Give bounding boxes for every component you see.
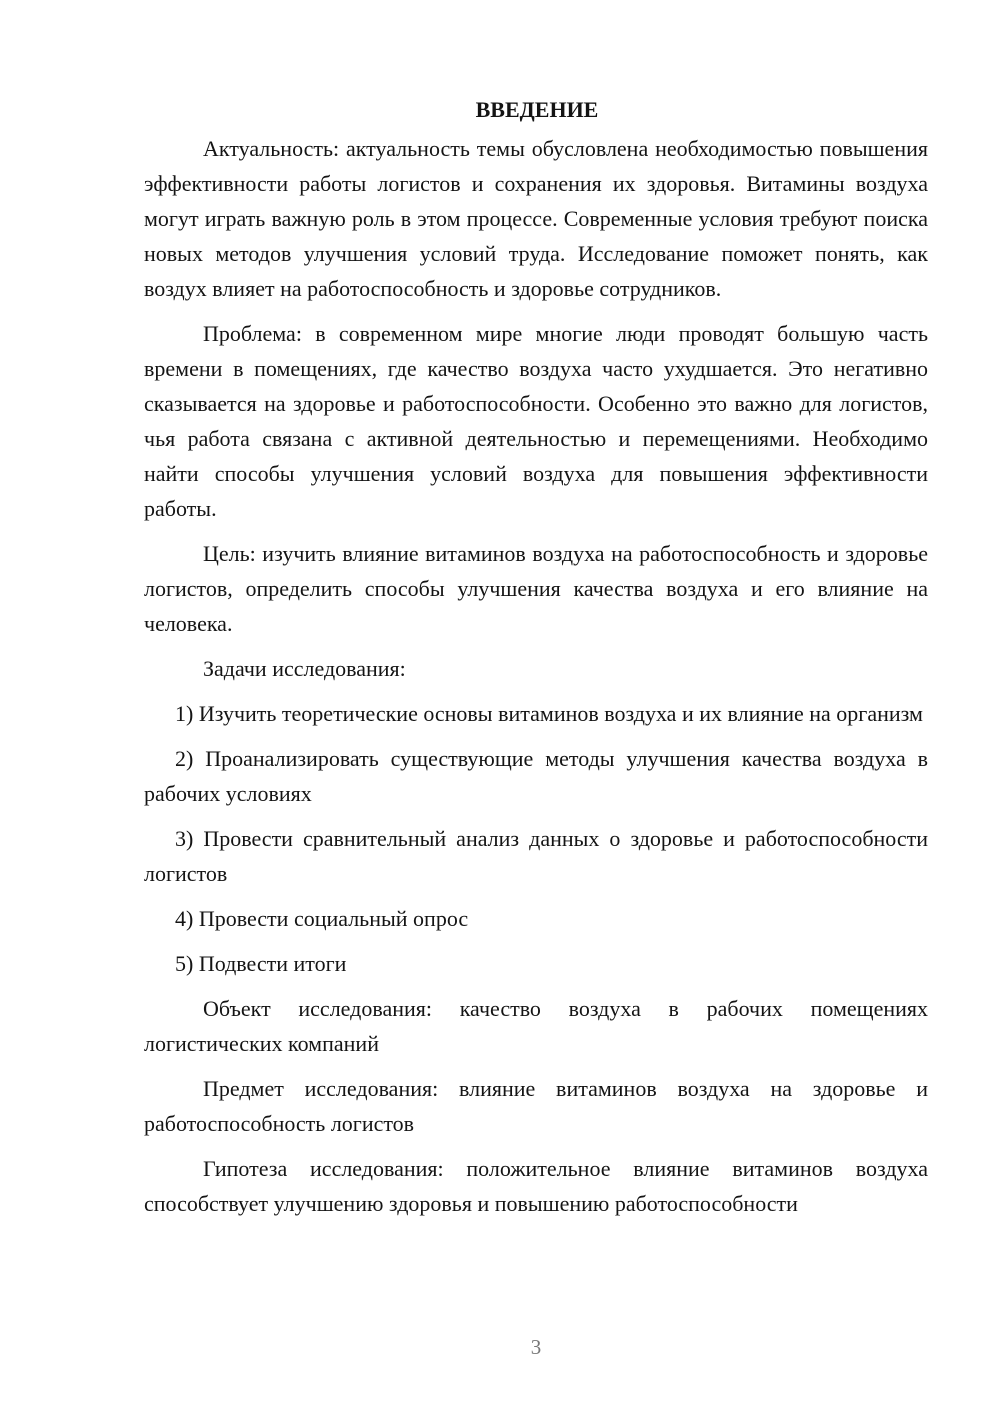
task-item-1: 1) Изучить теоретические основы витаминов воздуха и их влияние на организм	[175, 701, 923, 726]
page-body	[144, 92, 928, 1231]
task-item-3: 3) Провести сравнительный анализ данных о здоровье и работоспособности логистов	[144, 826, 928, 886]
relevance-paragraph: Актуальность: актуальность темы обусловлена необходимостью повышения эффективности работы логистов и сохранения их здоровья. Витамины воздуха могут играть важную роль в этом процессе. Современные условия требуют поиска новых методов улучшения условий труда. Исследование поможет понять, как воздух влияет на работоспособность и здоровье сотрудников.	[144, 136, 928, 301]
task-item-5: 5) Подвести итоги	[175, 951, 347, 976]
tasks-heading: Задачи исследования:	[203, 656, 406, 681]
goal-paragraph: Цель: изучить влияние витаминов воздуха на работоспособность и здоровье логистов, определить способы улучшения качества воздуха и его влияние на человека.	[144, 541, 928, 636]
object-paragraph: Объект исследования: качество воздуха в рабочих помещениях логистических компаний	[144, 996, 928, 1056]
section-title: ВВЕДЕНИЕ	[475, 97, 599, 122]
subject-paragraph: Предмет исследования: влияние витаминов воздуха на здоровье и работоспособность логистов	[144, 1076, 928, 1136]
task-item-2: 2) Проанализировать существующие методы улучшения качества воздуха в рабочих условиях	[144, 746, 928, 806]
problem-paragraph: Проблема: в современном мире многие люди проводят большую часть времени в помещениях, где качество воздуха часто ухудшается. Это негативно сказывается на здоровье и работоспособности. Особенно это важно для логистов, чья работа связана с активной деятельностью и перемещениями. Необходимо найти способы улучшения условий воздуха для повышения эффективности работы.	[144, 321, 928, 521]
page-number: 3	[530, 1335, 542, 1359]
tasks-list	[144, 696, 928, 981]
hypothesis-paragraph: Гипотеза исследования: положительное влияние витаминов воздуха способствует улучшению здоровья и повышению работоспособности	[144, 1156, 928, 1216]
task-item-4: 4) Провести социальный опрос	[175, 906, 469, 931]
